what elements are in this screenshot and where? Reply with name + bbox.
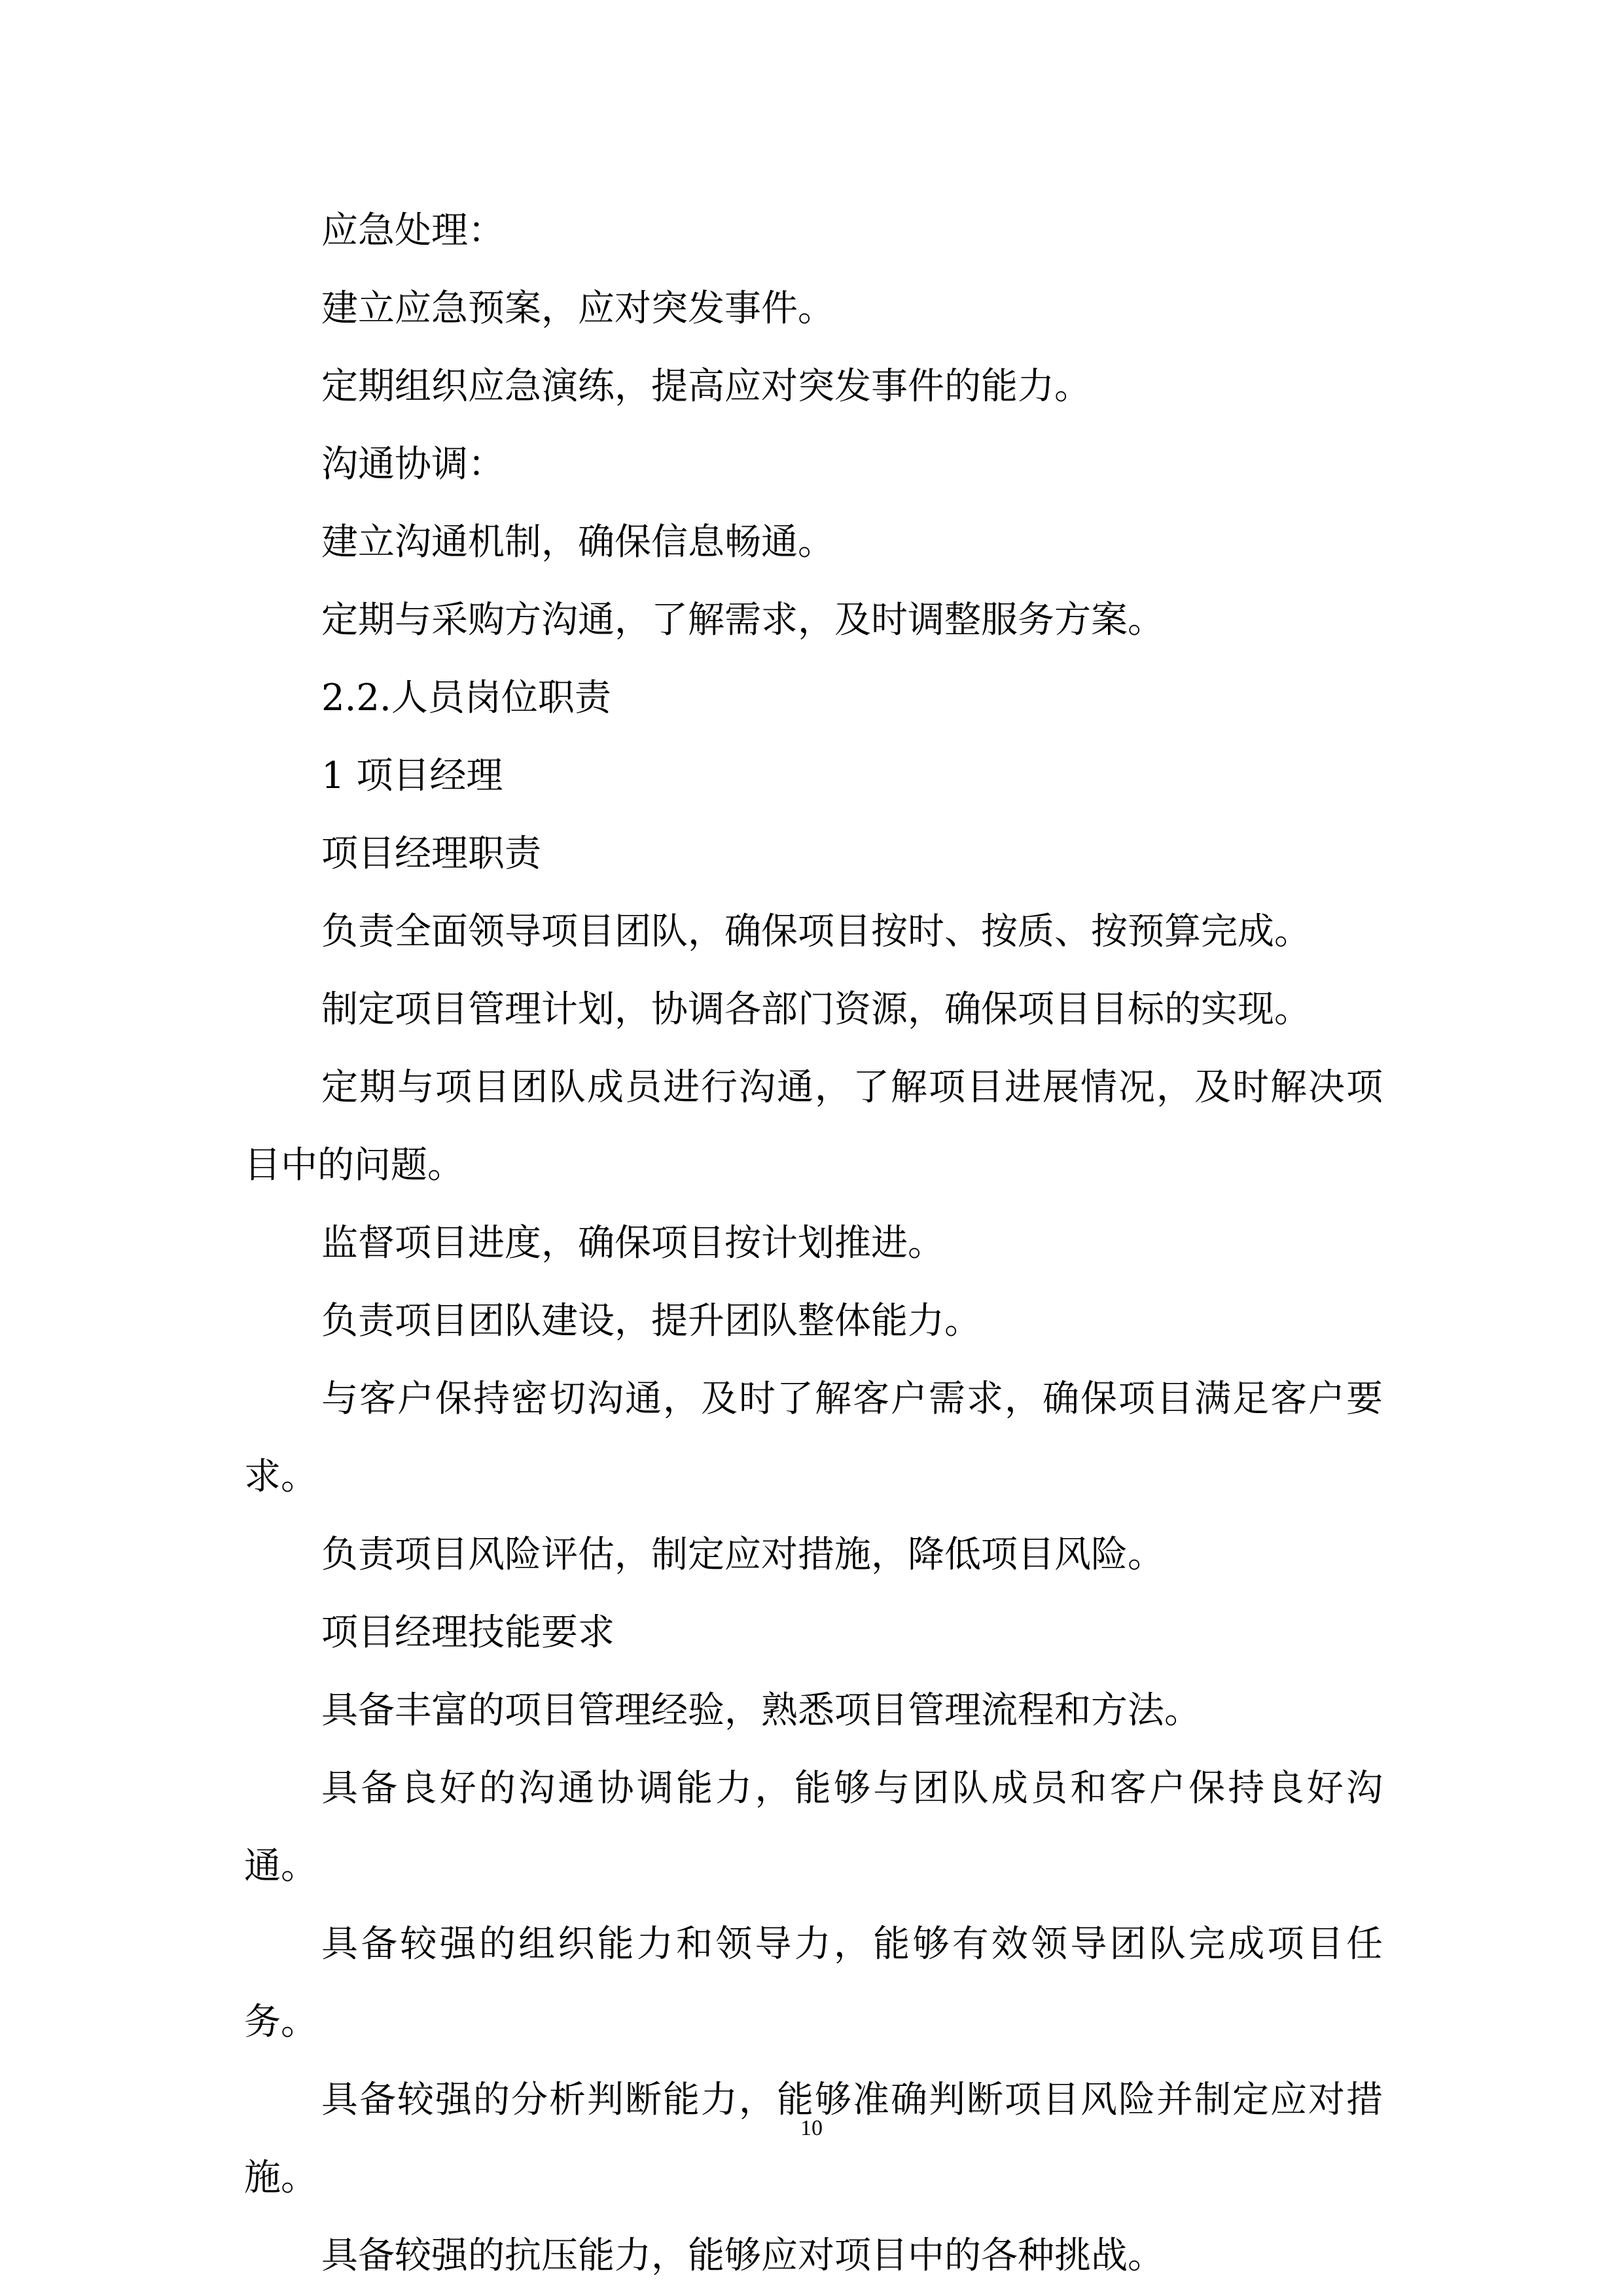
paragraph: 负责全面领导项目团队，确保项目按时、按质、按预算完成。	[321, 910, 1311, 953]
paragraph: 具备丰富的项目管理经验，熟悉项目管理流程和方法。	[321, 1689, 1201, 1732]
paragraph: 定期与项目团队成员进行沟通，了解项目进展情况，及时解决项目中的问题。	[244, 1066, 1383, 1187]
paragraph: 具备良好的沟通协调能力，能够与团队成员和客户保持良好沟通。	[244, 1767, 1383, 1888]
paragraph: 具备较强的组织能力和领导力，能够有效领导团队完成项目任务。	[244, 1923, 1383, 2043]
paragraph: 负责项目团队建设，提升团队整体能力。	[321, 1300, 981, 1342]
paragraph: 定期与采购方沟通，了解需求，及时调整服务方案。	[321, 599, 1164, 641]
paragraph: 与客户保持密切沟通，及时了解客户需求，确保项目满足客户要求。	[244, 1378, 1383, 1498]
subheading-communication: 沟通协调：	[321, 443, 505, 486]
page-body	[244, 192, 1383, 2295]
section-heading: 2.2.人员岗位职责	[321, 677, 611, 719]
subheading-skills: 项目经理技能要求	[321, 1611, 615, 1654]
page-number: 10	[800, 2116, 823, 2140]
paragraph: 负责项目风险评估，制定应对措施，降低项目风险。	[321, 1534, 1164, 1576]
subheading-duties: 项目经理职责	[321, 833, 541, 875]
paragraph: 定期组织应急演练，提高应对突发事件的能力。	[321, 365, 1091, 408]
paragraph: 监督项目进度，确保项目按计划推进。	[321, 1222, 944, 1265]
subsection-heading: 1 项目经理	[321, 755, 503, 797]
paragraph: 建立沟通机制，确保信息畅通。	[321, 521, 834, 564]
paragraph: 具备较强的分析判断能力，能够准确判断项目风险并制定应对措施。	[244, 2079, 1383, 2199]
subheading-emergency: 应急处理：	[321, 209, 505, 252]
paragraph: 建立应急预案，应对突发事件。	[321, 287, 834, 330]
paragraph: 具备较强的抗压能力，能够应对项目中的各种挑战。	[321, 2234, 1164, 2277]
paragraph: 制定项目管理计划，协调各部门资源，确保项目目标的实现。	[321, 988, 1311, 1031]
